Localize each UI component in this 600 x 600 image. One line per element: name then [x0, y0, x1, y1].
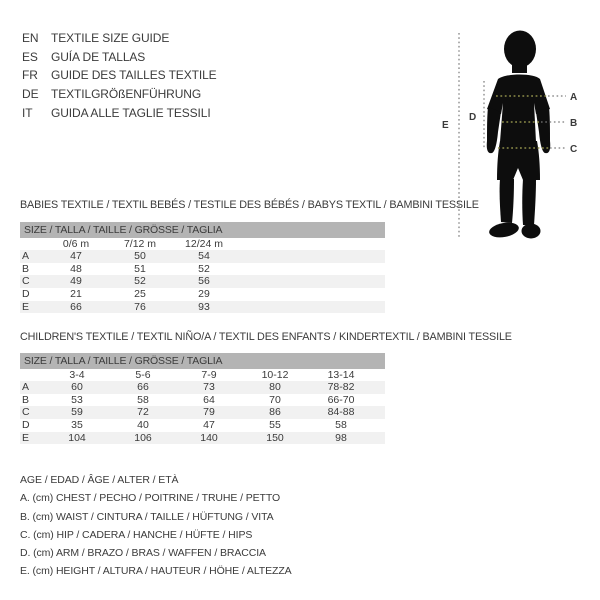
size-header-bar: SIZE / TALLA / TAILLE / GRÖSSE / TAGLIA — [20, 222, 385, 238]
chest-label: A — [570, 92, 578, 103]
measure-row-label: D — [22, 288, 30, 301]
size-value-cell: 60 — [71, 381, 83, 393]
size-value-cell: 84-88 — [327, 406, 355, 419]
language-title: TEXTILGRÖßENFÜHRUNG — [51, 87, 202, 102]
size-column-header: 7-9 — [201, 369, 217, 381]
size-value-cell: 54 — [198, 250, 210, 262]
size-value-cell: 72 — [137, 406, 149, 419]
language-item — [22, 66, 217, 85]
size-value-cell: 64 — [203, 393, 215, 406]
size-column-header: 13-14 — [327, 369, 355, 381]
size-value-cell: 21 — [70, 288, 82, 301]
language-title: GUIDA ALLE TAGLIE TESSILI — [51, 105, 211, 120]
measurement-diagram — [432, 22, 600, 245]
arm-label: D — [469, 112, 477, 123]
measure-row-label: D — [22, 419, 30, 432]
size-value-cell: 52 — [198, 262, 210, 275]
size-value-cell: 66-70 — [327, 393, 355, 406]
language-title: GUIDE DES TAILLES TEXTILE — [51, 68, 217, 83]
children-section-heading: CHILDREN'S TEXTILE / TEXTIL NIÑO/A / TEXTIL DES ENFANTS / KINDERTEXTIL / BAMBINI TESSILE — [20, 331, 512, 343]
legend-line: D. (cm) ARM / BRAZO / BRAS / WAFFEN / BRACCIA — [20, 547, 266, 560]
size-header-bar: SIZE / TALLA / TAILLE / GRÖSSE / TAGLIA — [20, 353, 385, 369]
language-item — [22, 48, 217, 67]
size-value-cell: 93 — [198, 300, 210, 313]
table-row — [20, 275, 385, 288]
measure-row-label: E — [22, 300, 30, 313]
size-value-cell: 66 — [137, 381, 149, 393]
size-value-cell: 70 — [269, 393, 281, 406]
legend-line: E. (cm) HEIGHT / ALTURA / HAUTEUR / HÖHE / ALTEZZA — [20, 565, 292, 578]
size-column-header: 0/6 m — [62, 238, 90, 250]
size-value-cell: 47 — [203, 419, 215, 432]
size-value-cell: 76 — [134, 300, 146, 313]
size-value-cell: 58 — [137, 393, 149, 406]
size-value-cell: 73 — [203, 381, 215, 393]
size-value-cell: 104 — [68, 431, 86, 444]
table-row — [20, 288, 385, 301]
babies-section-heading: BABIES TEXTILE / TEXTIL BEBÉS / TESTILE DES BÉBÉS / BABYS TEXTIL / BAMBINI TESSILE — [20, 199, 479, 211]
size-value-cell: 78-82 — [327, 381, 355, 393]
waist-label: B — [570, 118, 578, 129]
size-value-cell: 49 — [70, 275, 82, 288]
hip-label: C — [570, 144, 578, 155]
size-value-cell: 51 — [134, 262, 146, 275]
size-value-cell: 40 — [137, 419, 149, 432]
size-value-cell: 50 — [134, 250, 146, 262]
language-code: EN — [22, 31, 39, 45]
size-value-cell: 47 — [70, 250, 82, 262]
language-list — [22, 29, 217, 122]
table-row — [20, 381, 385, 394]
language-item — [22, 85, 217, 104]
size-column-header: 10-12 — [261, 369, 289, 381]
language-title: GUÍA DE TALLAS — [51, 49, 146, 64]
size-column-header: 5-6 — [135, 369, 151, 381]
measure-row-label: B — [22, 262, 30, 275]
legend-line: AGE / EDAD / ÂGE / ALTER / ETÀ — [20, 474, 179, 486]
size-column-header: 3-4 — [69, 369, 85, 381]
child-silhouette-icon — [487, 31, 551, 240]
legend-line: A. (cm) CHEST / PECHO / POITRINE / TRUHE / PETTO — [20, 492, 281, 505]
table-row — [20, 419, 385, 432]
size-value-cell: 53 — [71, 393, 83, 406]
table-row — [20, 432, 385, 445]
size-value-cell: 66 — [70, 300, 82, 313]
size-value-cell: 79 — [203, 406, 215, 419]
table-row — [20, 406, 385, 419]
measure-row-label: A — [22, 381, 30, 393]
size-value-cell: 140 — [200, 431, 218, 444]
size-columns-row — [20, 238, 385, 250]
size-value-cell: 59 — [71, 406, 83, 419]
language-code: DE — [22, 87, 39, 102]
measure-row-label: B — [22, 393, 30, 406]
table-row — [20, 263, 385, 276]
size-value-cell: 52 — [134, 275, 146, 288]
size-value-cell: 29 — [198, 288, 210, 301]
size-value-cell: 48 — [70, 262, 82, 275]
height-label: E — [442, 120, 449, 131]
table-row — [20, 394, 385, 407]
size-value-cell: 106 — [134, 431, 152, 444]
size-value-cell: 35 — [71, 419, 83, 432]
measure-row-label: E — [22, 431, 30, 444]
size-column-header: 7/12 m — [123, 238, 157, 250]
legend — [20, 471, 292, 581]
legend-line: C. (cm) HIP / CADERA / HANCHE / HÜFTE / HIPS — [20, 528, 253, 541]
children-size-table — [20, 353, 385, 444]
table-row — [20, 301, 385, 314]
size-columns-row — [20, 369, 385, 381]
measure-row-label: C — [22, 275, 30, 288]
language-item — [22, 29, 217, 48]
babies-size-table — [20, 222, 385, 313]
legend-line: B. (cm) WAIST / CINTURA / TAILLE / HÜFTUNG / VITA — [20, 510, 274, 523]
size-value-cell: 58 — [335, 419, 347, 432]
size-value-cell: 80 — [269, 381, 281, 393]
language-code: ES — [22, 49, 38, 64]
language-title: TEXTILE SIZE GUIDE — [51, 31, 170, 45]
size-value-cell: 86 — [269, 406, 281, 419]
size-value-cell: 25 — [134, 288, 146, 301]
language-code: FR — [22, 68, 38, 83]
table-row — [20, 250, 385, 263]
child-silhouette-figure — [432, 22, 600, 245]
size-column-header: 12/24 m — [185, 238, 223, 250]
size-value-cell: 150 — [266, 431, 284, 444]
size-value-cell: 55 — [269, 419, 281, 432]
measure-row-label: C — [22, 406, 30, 419]
language-item — [22, 104, 217, 123]
size-value-cell: 98 — [335, 431, 347, 444]
size-value-cell: 56 — [198, 275, 210, 288]
measure-row-label: A — [22, 250, 30, 262]
language-code: IT — [22, 105, 33, 120]
